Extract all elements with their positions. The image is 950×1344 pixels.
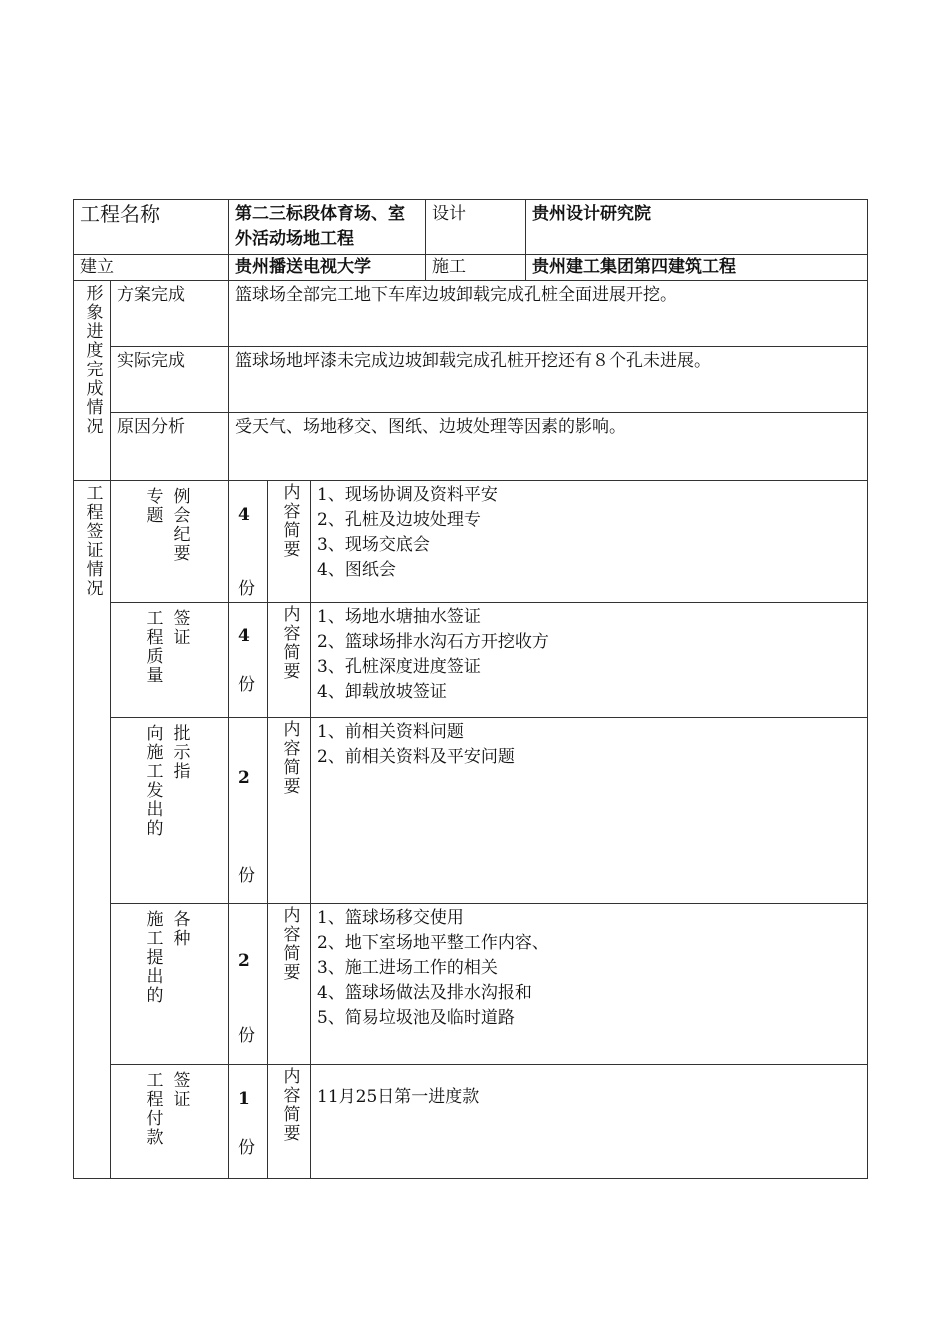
list-item: 3、施工进场工作的相关 [317,958,498,978]
progress-row-plan [74,281,868,347]
list-item: 2、地下室场地平整工作内容、 [317,933,549,953]
content-label-instructions: 内容简要 [268,718,311,904]
builder-value: 贵州建工集团第四建筑工程 [526,255,868,281]
design-value: 贵州设计研究院 [526,200,868,255]
visa-category-instructions [111,718,229,904]
list-item: 3、孔桩深度进度签证 [317,657,481,677]
project-name-label: 工程名称 [74,200,229,255]
list-item: 1、场地水塘抽水签证 [317,607,481,627]
category-left: 专题 [142,487,163,525]
visa-count-payment [229,1065,268,1179]
category-right: 例会纪要 [169,487,190,563]
owner-value: 贵州播送电视大学 [229,255,426,281]
visa-row-quality [74,603,868,718]
count-unit: 份 [238,675,255,695]
list-item: 4、篮球场做法及排水沟报和 [317,983,532,1003]
header-row-owner [74,255,868,281]
list-item: 2、孔桩及边坡处理专 [317,510,481,530]
visa-category-contractor [111,904,229,1065]
progress-section-label: 形象进度完成情况 [74,281,111,481]
progress-row-reason [74,413,868,481]
list-item: 1、篮球场移交使用 [317,908,464,928]
visa-category-meeting [111,481,229,603]
list-item: 4、卸载放坡签证 [317,682,447,702]
category-left: 向施工发出的 [142,724,163,838]
visa-count-meeting [229,481,268,603]
count-number: 4 [238,505,250,525]
content-label-meeting: 内容简要 [268,481,311,603]
visa-count-contractor [229,904,268,1065]
project-report-table [73,199,868,1179]
visa-items-contractor [311,904,868,1065]
list-item: 3、现场交底会 [317,535,430,555]
visa-row-meeting [74,481,868,603]
list-item: 1、前相关资料问题 [317,722,464,742]
visa-count-instructions [229,718,268,904]
count-number: 4 [238,626,250,646]
list-item: 1、现场协调及资料平安 [317,485,498,505]
content-label-contractor: 内容简要 [268,904,311,1065]
visa-items-quality [311,603,868,718]
progress-row-actual [74,347,868,413]
count-unit: 份 [238,1138,255,1158]
category-right: 签证 [169,609,190,647]
owner-label: 建立 [74,255,229,281]
visa-items-payment [311,1065,868,1179]
category-right: 各种 [169,910,190,948]
category-left: 工程质量 [142,609,163,685]
count-unit: 份 [238,1026,255,1046]
list-item: 2、篮球场排水沟石方开挖收方 [317,632,549,652]
design-label: 设计 [426,200,526,255]
visa-row-payment [74,1065,868,1179]
count-unit: 份 [238,866,255,886]
list-item: 4、图纸会 [317,560,396,580]
progress-text-reason: 受天气、场地移交、图纸、边坡处理等因素的影响。 [229,413,868,481]
progress-label-reason: 原因分析 [111,413,229,481]
visa-items-instructions [311,718,868,904]
visa-category-payment [111,1065,229,1179]
visa-row-contractor [74,904,868,1065]
category-right: 签证 [169,1071,190,1109]
list-item: 11月25日第一进度款 [317,1087,480,1107]
header-row-project [74,200,868,255]
count-number: 1 [238,1089,250,1109]
visa-count-quality [229,603,268,718]
visa-items-meeting [311,481,868,603]
list-item: 2、前相关资料及平安问题 [317,747,515,767]
project-name-value: 第二三标段体育场、室外活动场地工程 [229,200,426,255]
list-item: 5、简易垃圾池及临时道路 [317,1008,515,1028]
visa-category-quality [111,603,229,718]
count-unit: 份 [238,579,255,599]
progress-label-actual: 实际完成 [111,347,229,413]
category-left: 工程付款 [142,1071,163,1147]
count-number: 2 [238,768,250,788]
category-right: 批示指 [169,724,190,781]
visa-row-instructions [74,718,868,904]
progress-label-plan: 方案完成 [111,281,229,347]
progress-text-plan: 篮球场全部完工地下车库边坡卸载完成孔桩全面进展开挖。 [229,281,868,347]
count-number: 2 [238,951,250,971]
category-left: 施工提出的 [142,910,163,1005]
builder-label: 施工 [426,255,526,281]
content-label-payment: 内容简要 [268,1065,311,1179]
progress-text-actual: 篮球场地坪漆未完成边坡卸载完成孔桩开挖还有８个孔未进展。 [229,347,868,413]
content-label-quality: 内容简要 [268,603,311,718]
visa-section-label: 工程签证情况 [74,481,111,1179]
